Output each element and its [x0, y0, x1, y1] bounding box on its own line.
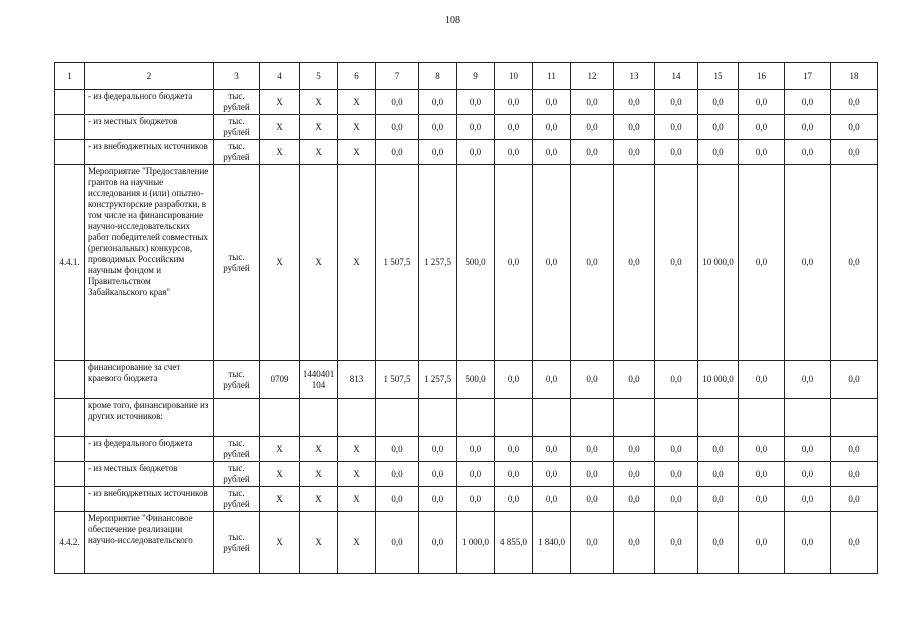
value-cell: 0,0 [533, 437, 571, 462]
item-description: - из федерального бюджета [85, 90, 214, 115]
value-cell [495, 399, 533, 437]
value-cell: 0,0 [831, 361, 878, 399]
table-row [55, 140, 878, 165]
value-cell: 1 257,5 [419, 361, 457, 399]
budget-code-cell: Х [260, 165, 300, 361]
budget-code-cell: Х [300, 462, 338, 487]
budget-code-cell: Х [260, 140, 300, 165]
value-cell: 0,0 [655, 437, 698, 462]
value-cell [698, 399, 739, 437]
value-cell: 0,0 [614, 512, 655, 574]
column-header: 18 [831, 63, 878, 90]
budget-code-cell: Х [260, 512, 300, 574]
value-cell: 0,0 [376, 512, 419, 574]
value-cell: 0,0 [655, 512, 698, 574]
value-cell: 0,0 [495, 115, 533, 140]
value-cell: 10 000,0 [698, 361, 739, 399]
value-cell: 0,0 [533, 90, 571, 115]
table-row [55, 512, 878, 574]
value-cell: 0,0 [571, 487, 614, 512]
column-header: 12 [571, 63, 614, 90]
column-header: 17 [785, 63, 831, 90]
value-cell: 0,0 [614, 462, 655, 487]
budget-code-cell: Х [260, 487, 300, 512]
value-cell [831, 399, 878, 437]
value-cell: 0,0 [376, 462, 419, 487]
value-cell: 500,0 [457, 361, 495, 399]
value-cell: 0,0 [419, 90, 457, 115]
column-header: 2 [85, 63, 214, 90]
value-cell: 0,0 [698, 90, 739, 115]
value-cell: 0,0 [495, 487, 533, 512]
value-cell: 0,0 [785, 115, 831, 140]
value-cell: 0,0 [495, 462, 533, 487]
budget-code-cell: Х [300, 140, 338, 165]
budget-code-cell: Х [300, 115, 338, 140]
column-header: 8 [419, 63, 457, 90]
value-cell: 0,0 [419, 437, 457, 462]
table-row [55, 487, 878, 512]
value-cell: 0,0 [533, 140, 571, 165]
budget-code-cell: Х [300, 512, 338, 574]
value-cell: 0,0 [614, 140, 655, 165]
value-cell: 0,0 [457, 437, 495, 462]
table-row [55, 115, 878, 140]
value-cell: 0,0 [655, 115, 698, 140]
value-cell: 0,0 [655, 165, 698, 361]
unit-cell: тыс. рублей [214, 361, 260, 399]
unit-cell [214, 399, 260, 437]
value-cell: 0,0 [457, 140, 495, 165]
value-cell: 0,0 [571, 115, 614, 140]
value-cell: 0,0 [419, 462, 457, 487]
value-cell: 0,0 [419, 115, 457, 140]
value-cell: 0,0 [739, 462, 785, 487]
column-header: 5 [300, 63, 338, 90]
value-cell [457, 399, 495, 437]
item-description: - из местных бюджетов [85, 115, 214, 140]
item-number [55, 90, 85, 115]
item-number [55, 361, 85, 399]
value-cell: 0,0 [785, 512, 831, 574]
item-description: - из внебюджетных источников [85, 487, 214, 512]
unit-cell: тыс. рублей [214, 140, 260, 165]
value-cell [419, 399, 457, 437]
value-cell [655, 399, 698, 437]
value-cell: 0,0 [614, 115, 655, 140]
value-cell: 0,0 [831, 487, 878, 512]
column-header: 1 [55, 63, 85, 90]
value-cell: 0,0 [376, 437, 419, 462]
value-cell: 0,0 [419, 487, 457, 512]
value-cell: 0,0 [376, 90, 419, 115]
column-header: 14 [655, 63, 698, 90]
value-cell: 0,0 [655, 140, 698, 165]
value-cell: 0,0 [831, 512, 878, 574]
value-cell: 0,0 [785, 487, 831, 512]
column-header: 7 [376, 63, 419, 90]
budget-code-cell: Х [338, 140, 376, 165]
value-cell: 0,0 [739, 140, 785, 165]
column-header: 6 [338, 63, 376, 90]
value-cell: 0,0 [376, 115, 419, 140]
budget-code-cell [338, 399, 376, 437]
item-number [55, 399, 85, 437]
budget-code-cell [260, 399, 300, 437]
column-header: 13 [614, 63, 655, 90]
value-cell [376, 399, 419, 437]
value-cell: 0,0 [739, 90, 785, 115]
budget-code-cell: Х [300, 437, 338, 462]
item-number [55, 115, 85, 140]
value-cell: 0,0 [739, 361, 785, 399]
budget-code-cell [300, 399, 338, 437]
value-cell: 0,0 [533, 361, 571, 399]
value-cell: 0,0 [533, 115, 571, 140]
budget-code-cell: Х [338, 115, 376, 140]
table-row [55, 399, 878, 437]
budget-code-cell: Х [260, 462, 300, 487]
budget-code-cell: Х [300, 487, 338, 512]
value-cell: 1 840,0 [533, 512, 571, 574]
item-number: 4.4.2. [55, 512, 85, 574]
value-cell: 0,0 [698, 437, 739, 462]
item-description: кроме того, финансирование из других источников: [85, 399, 214, 437]
budget-code-cell: 0709 [260, 361, 300, 399]
unit-cell: тыс. рублей [214, 115, 260, 140]
value-cell: 0,0 [495, 165, 533, 361]
column-header: 9 [457, 63, 495, 90]
value-cell: 0,0 [457, 462, 495, 487]
value-cell: 0,0 [698, 115, 739, 140]
budget-code-cell: Х [338, 90, 376, 115]
budget-code-cell: Х [300, 90, 338, 115]
value-cell: 0,0 [419, 512, 457, 574]
value-cell [785, 399, 831, 437]
budget-code-cell: Х [338, 437, 376, 462]
value-cell: 0,0 [785, 140, 831, 165]
value-cell: 1 000,0 [457, 512, 495, 574]
table-row [55, 361, 878, 399]
item-number [55, 487, 85, 512]
value-cell: 0,0 [376, 487, 419, 512]
unit-cell: тыс. рублей [214, 487, 260, 512]
budget-code-cell: Х [338, 462, 376, 487]
value-cell: 0,0 [831, 140, 878, 165]
value-cell: 0,0 [831, 90, 878, 115]
value-cell: 0,0 [533, 487, 571, 512]
value-cell: 0,0 [698, 140, 739, 165]
value-cell: 0,0 [739, 437, 785, 462]
item-description: - из федерального бюджета [85, 437, 214, 462]
value-cell: 1 507,5 [376, 165, 419, 361]
value-cell: 0,0 [739, 487, 785, 512]
item-description: Мероприятие "Финансовое обеспечение реализации научно-исследовательского [85, 512, 214, 574]
page-number: 108 [445, 15, 460, 26]
value-cell: 0,0 [785, 361, 831, 399]
value-cell: 0,0 [571, 165, 614, 361]
value-cell: 0,0 [831, 165, 878, 361]
table-header-row [55, 63, 878, 90]
value-cell [614, 399, 655, 437]
value-cell: 0,0 [495, 140, 533, 165]
column-header: 4 [260, 63, 300, 90]
value-cell: 0,0 [376, 140, 419, 165]
value-cell: 0,0 [785, 462, 831, 487]
value-cell: 0,0 [495, 361, 533, 399]
budget-code-cell: 1440401104 [300, 361, 338, 399]
value-cell: 0,0 [655, 90, 698, 115]
column-header: 16 [739, 63, 785, 90]
value-cell: 1 507,5 [376, 361, 419, 399]
value-cell: 0,0 [614, 165, 655, 361]
value-cell: 0,0 [614, 90, 655, 115]
value-cell: 0,0 [571, 437, 614, 462]
budget-code-cell: Х [338, 487, 376, 512]
value-cell: 0,0 [831, 115, 878, 140]
value-cell: 0,0 [457, 487, 495, 512]
column-header: 11 [533, 63, 571, 90]
value-cell: 0,0 [739, 165, 785, 361]
value-cell: 0,0 [698, 512, 739, 574]
value-cell: 0,0 [831, 462, 878, 487]
value-cell: 0,0 [785, 437, 831, 462]
table-row [55, 165, 878, 361]
budget-code-cell: Х [300, 165, 338, 361]
value-cell: 0,0 [785, 90, 831, 115]
table-row [55, 437, 878, 462]
value-cell: 0,0 [614, 437, 655, 462]
item-description: финансирование за счет краевого бюджета [85, 361, 214, 399]
unit-cell: тыс. рублей [214, 462, 260, 487]
column-header: 15 [698, 63, 739, 90]
budget-code-cell: Х [338, 512, 376, 574]
item-description: - из внебюджетных источников [85, 140, 214, 165]
item-number [55, 140, 85, 165]
value-cell: 4 855,0 [495, 512, 533, 574]
unit-cell: тыс. рублей [214, 437, 260, 462]
budget-code-cell: Х [338, 165, 376, 361]
unit-cell: тыс. рублей [214, 165, 260, 361]
value-cell: 0,0 [655, 462, 698, 487]
item-number: 4.4.1. [55, 165, 85, 361]
budget-code-cell: Х [260, 90, 300, 115]
value-cell: 0,0 [785, 165, 831, 361]
unit-cell: тыс. рублей [214, 512, 260, 574]
unit-cell: тыс. рублей [214, 90, 260, 115]
value-cell: 0,0 [698, 462, 739, 487]
value-cell: 0,0 [614, 361, 655, 399]
item-number [55, 462, 85, 487]
budget-table [54, 62, 878, 574]
value-cell: 0,0 [495, 437, 533, 462]
value-cell: 0,0 [495, 90, 533, 115]
value-cell [533, 399, 571, 437]
table-row [55, 462, 878, 487]
value-cell: 0,0 [533, 462, 571, 487]
value-cell: 0,0 [533, 165, 571, 361]
item-description: Мероприятие "Предоставление грантов на научные исследования и (или) опытно-конструкторские разработки, в том числе на финансирование научно-исследовательских работ победителей совместных (региональных) конкурсов, проводимых Российским научным фондом и Правительством Забайкальского края" [85, 165, 214, 361]
item-number [55, 437, 85, 462]
budget-code-cell: Х [260, 437, 300, 462]
value-cell: 0,0 [698, 487, 739, 512]
budget-code-cell: 813 [338, 361, 376, 399]
value-cell: 10 000,0 [698, 165, 739, 361]
value-cell: 0,0 [571, 361, 614, 399]
value-cell: 0,0 [831, 437, 878, 462]
value-cell: 0,0 [571, 512, 614, 574]
value-cell: 0,0 [571, 140, 614, 165]
value-cell [571, 399, 614, 437]
value-cell: 1 257,5 [419, 165, 457, 361]
item-description: - из местных бюджетов [85, 462, 214, 487]
value-cell: 0,0 [457, 115, 495, 140]
table-row [55, 90, 878, 115]
budget-code-cell: Х [260, 115, 300, 140]
value-cell: 0,0 [655, 487, 698, 512]
value-cell: 0,0 [571, 90, 614, 115]
value-cell: 0,0 [739, 512, 785, 574]
value-cell: 0,0 [571, 462, 614, 487]
value-cell: 0,0 [419, 140, 457, 165]
value-cell: 0,0 [457, 90, 495, 115]
value-cell: 0,0 [739, 115, 785, 140]
value-cell: 500,0 [457, 165, 495, 361]
value-cell [739, 399, 785, 437]
column-header: 10 [495, 63, 533, 90]
value-cell: 0,0 [655, 361, 698, 399]
column-header: 3 [214, 63, 260, 90]
value-cell: 0,0 [614, 487, 655, 512]
